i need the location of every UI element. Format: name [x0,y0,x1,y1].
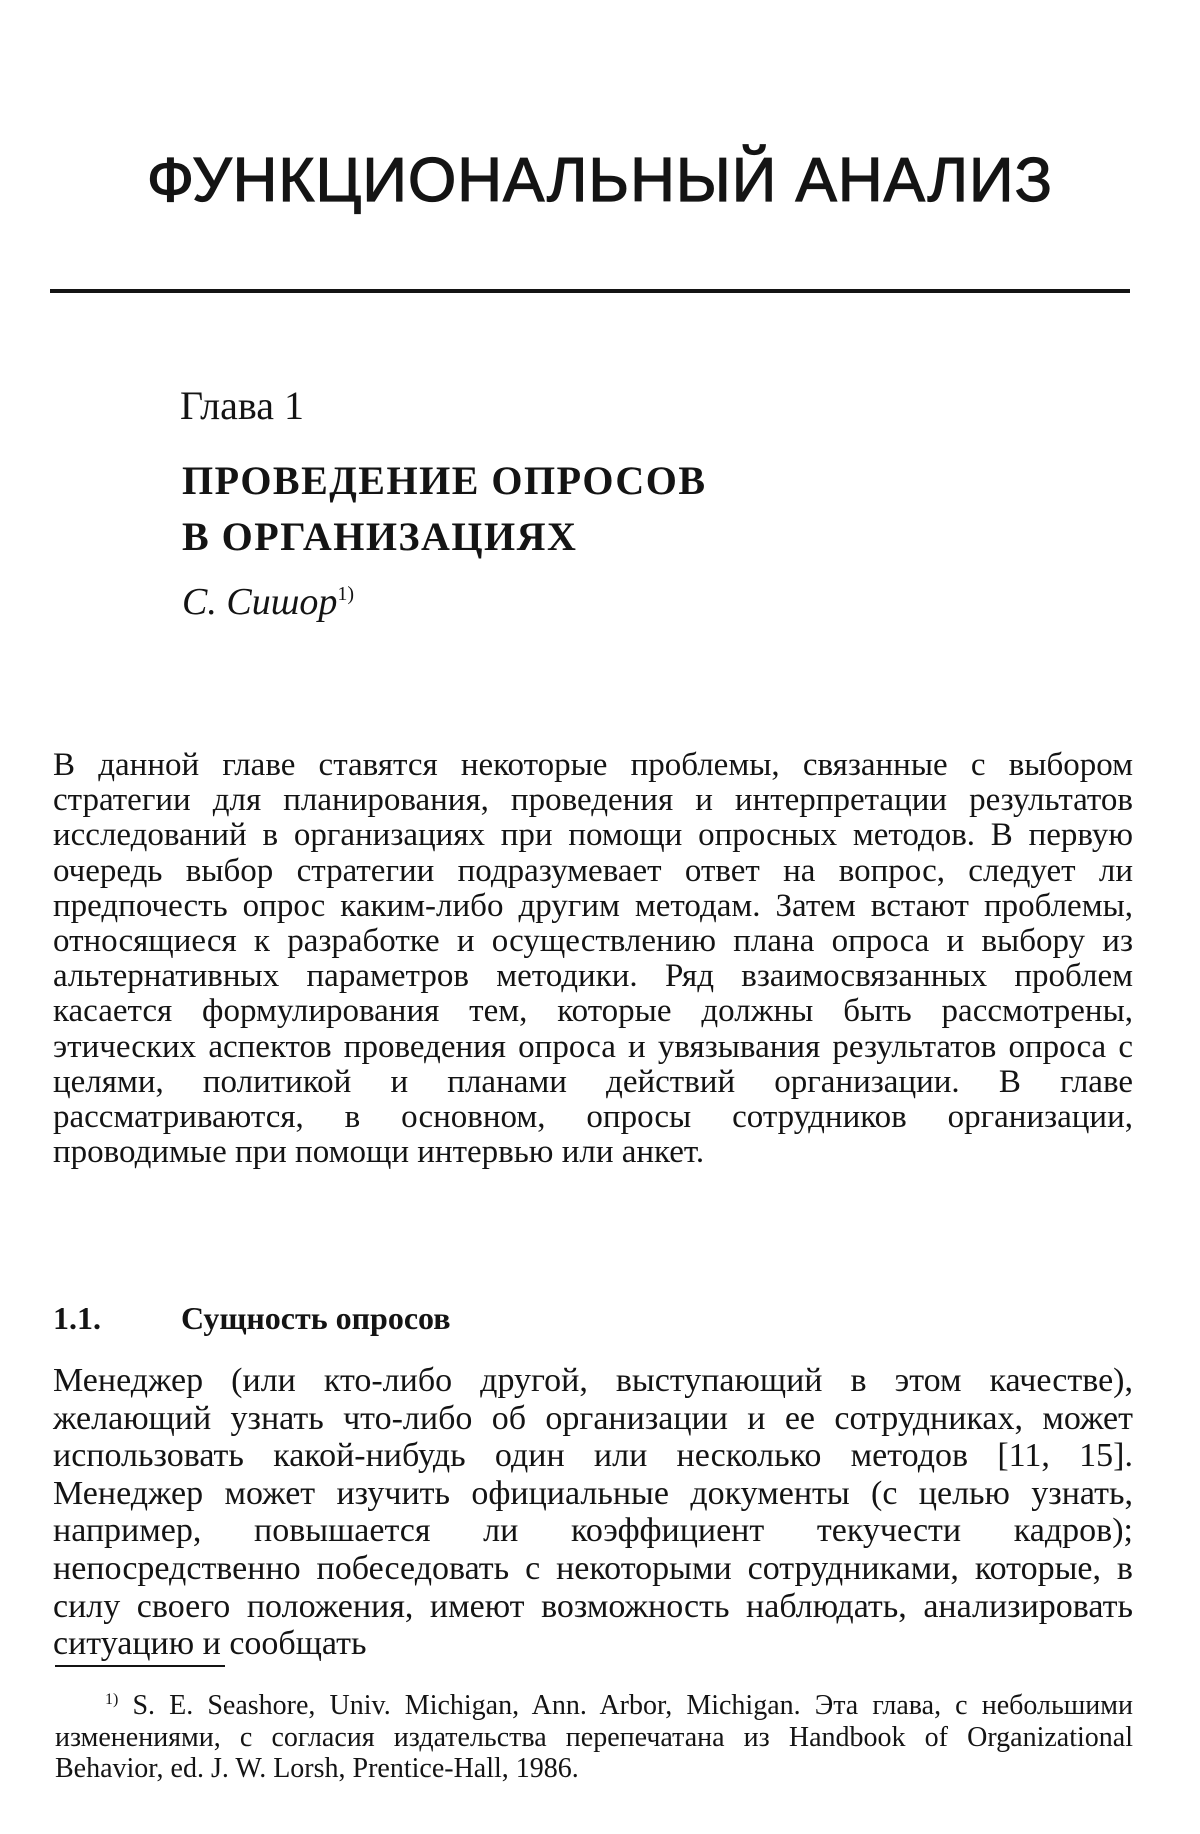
chapter-label: Глава 1 [180,382,304,429]
chapter-title-line-1: ПРОВЕДЕНИЕ ОПРОСОВ [182,453,707,509]
section-body-text: Менеджер (или кто-либо другой, выступающий в этом качестве), желающий узнать что-либо об организации и ее сотрудниках, может использовать какой-нибудь один или несколько методов [11, 15]. Менеджер может изучить официальные документы (с целью узнать, например, повышается ли коэффициент текучести кадров); непосредственно побеседовать с некоторыми сотрудниками, которые, в силу своего положения, имеют возможность наблюдать, анализировать ситуацию и сообщать [53,1362,1133,1663]
chapter-abstract: В данной главе ставятся некоторые проблемы, связанные с выбором стратегии для планирования, проведения и интерпретации результатов исследований в организациях при помощи опросных методов. В первую очередь выбор стратегии подразумевает ответ на вопрос, следует ли предпочесть опрос каким-либо другим методам. Затем встают проблемы, относящиеся к разработке и осуществлению плана опроса и выбору из альтернативных параметров методики. Ряд взаимосвязанных проблем касается формулирования тем, которые должны быть рассмотрены, этических аспектов проведения опроса и увязывания результатов опроса с целями, политикой и планами действий организации. В главе рассматриваются, в основном, опросы сотрудников организации, проводимые при помощи интервью или анкет. [53,748,1133,1170]
part-title-rule [50,289,1130,293]
chapter-title-line-2: В ОРГАНИЗАЦИЯХ [182,509,707,565]
footnote [55,1684,1133,1785]
chapter-title [182,453,707,565]
chapter-author [182,580,354,624]
section-title: Сущность опросов [181,1300,451,1336]
footnote-mark: 1) [105,1691,118,1708]
section-number: 1.1. [53,1300,181,1337]
author-name: С. Сишор [182,581,337,623]
book-page [0,0,1200,1834]
footnote-rule [55,1665,225,1667]
footnote-text: S. E. Seashore, Univ. Michigan, Ann. Arbor, Michigan. Эта глава, с небольшими изменениями, с согласия издательства перепечатана из Handbook of Organizational Behavior, ed. J. W. Lorsh, Prentice-Hall, 1986. [55,1690,1133,1784]
author-footnote-mark: 1) [337,583,354,605]
section-heading [53,1300,451,1337]
part-title: ФУНКЦИОНАЛЬНЫЙ АНАЛИЗ [0,145,1200,216]
